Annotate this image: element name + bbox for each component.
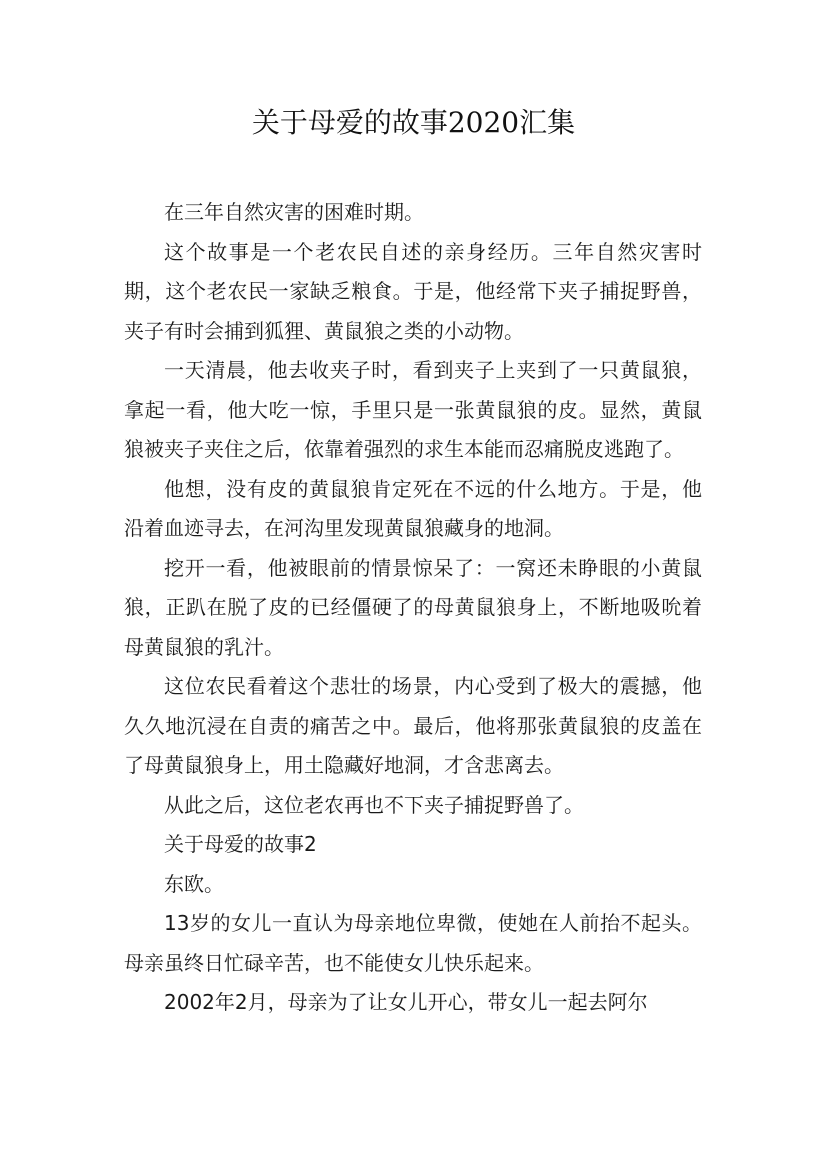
body-paragraph: 一天清晨，他去收夹子时，看到夹子上夹到了一只黄鼠狼，拿起一看，他大吃一惊，手里只是一张黄鼠狼的皮。显然，黄鼠狼被夹子夹住之后，依靠着强烈的求生本能而忍痛脱皮逃跑了。: [124, 358, 702, 461]
body-paragraph: 这个故事是一个老农民自述的亲身经历。三年自然灾害时期，这个老农民一家缺乏粮食。于是，他经常下夹子捕捉野兽，夹子有时会捕到狐狸、黄鼠狼之类的小动物。: [124, 239, 702, 343]
body-paragraph: 这位农民看着这个悲壮的场景，内心受到了极大的震撼，他久久地沉浸在自责的痛苦之中。最后，他将那张黄鼠狼的皮盖在了母黄鼠狼身上，用土隐藏好地洞，才含悲离去。: [124, 674, 702, 777]
body-paragraph: 从此之后，这位老农再也不下夹子捕捉野兽了。: [164, 792, 584, 817]
body-paragraph: 在三年自然灾害的困难时期。: [164, 200, 424, 224]
body-paragraph: 他想，没有皮的黄鼠狼肯定死在不远的什么地方。于是，他沿着血迹寻去，在河沟里发现黄鼠狼藏身的地洞。: [124, 476, 702, 540]
body-paragraph: 东欧。: [164, 871, 224, 896]
body-paragraph: 挖开一看，他被眼前的情景惊呆了：一窝还未睁眼的小黄鼠狼，正趴在脱了皮的已经僵硬了的母黄鼠狼身上，不断地吸吮着母黄鼠狼的乳汁。: [124, 555, 702, 659]
document-title: 关于母爱的故事2020汇集: [251, 106, 576, 139]
body-paragraph: 2002年2月，母亲为了让女儿开心，带女儿一起去阿尔: [164, 990, 648, 1014]
body-paragraph: 13岁的女儿一直认为母亲地位卑微，使她在人前抬不起头。母亲虽终日忙碌辛苦，也不能使女儿快乐起来。: [124, 911, 702, 975]
document-body: [124, 193, 702, 1023]
section-heading: 关于母爱的故事2: [164, 832, 317, 856]
